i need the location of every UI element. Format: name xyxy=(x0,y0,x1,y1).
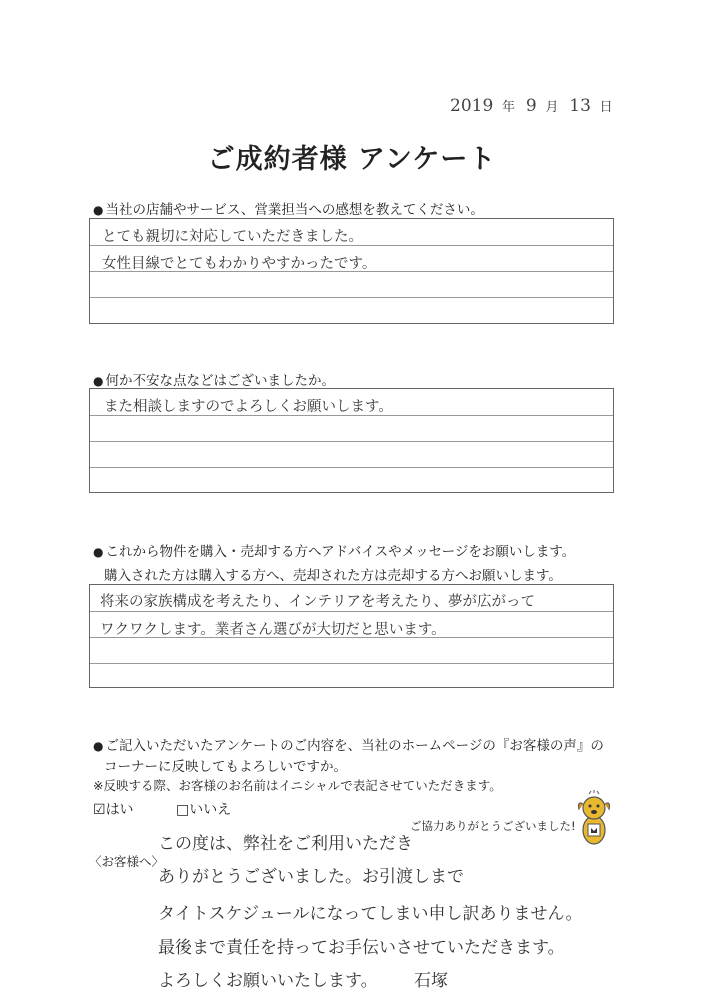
question-3 xyxy=(93,540,575,560)
answer-3-line-1: 将来の家族構成を考えたり、インテリアを考えたり、夢が広がって xyxy=(100,594,535,610)
question-1-text: 当社の店舗やサービス、営業担当への感想を教えてください。 xyxy=(105,202,484,218)
ruled-line xyxy=(90,441,613,442)
question-2 xyxy=(93,369,335,389)
message-line-4: 最後まで責任を持ってお手伝いさせていただきます。 xyxy=(158,938,565,958)
survey-date xyxy=(450,96,619,116)
dog-mascot-icon xyxy=(573,790,615,848)
answer-2-line-1: また相談しますのでよろしくお願いします。 xyxy=(104,399,393,415)
signature: 石塚 xyxy=(414,971,448,991)
question-4 xyxy=(93,734,604,754)
question-4-text: ご記入いただいたアンケートのご内容を、当社のホームページの『お客様の声』の xyxy=(105,738,604,754)
answer-box-2[interactable] xyxy=(89,388,614,493)
date-year: 2019 xyxy=(450,96,494,116)
thanks-message: ご協力ありがとうございました! xyxy=(410,819,576,833)
option-no-label: いいえ xyxy=(189,802,232,818)
date-month: 9 xyxy=(525,96,537,116)
question-2-text: 何か不安な点などはございましたか。 xyxy=(105,373,335,389)
ruled-line xyxy=(90,611,613,612)
option-yes-label: はい xyxy=(105,802,134,818)
option-yes[interactable] xyxy=(93,799,134,819)
message-line-2: ありがとうございました。お引渡しまで xyxy=(158,867,464,887)
question-3-line-2: 購入された方は購入する方へ、売却された方は売却する方へお願いします。 xyxy=(104,568,562,584)
answer-box-1[interactable] xyxy=(89,218,614,324)
answer-1-line-1: とても親切に対応していただきました。 xyxy=(102,229,363,245)
ruled-line xyxy=(90,467,613,468)
question-4-line-2: コーナーに反映してもよろしいですか。 xyxy=(104,759,347,775)
ruled-line xyxy=(90,663,613,664)
bullet-icon: ● xyxy=(93,545,104,559)
date-day-label: 日 xyxy=(599,100,613,115)
message-line-1: この度は、弊社をご利用いただき xyxy=(158,834,413,854)
message-line-5: よろしくお願いいたします。 xyxy=(158,971,378,991)
date-year-label: 年 xyxy=(502,100,516,115)
question-1 xyxy=(93,198,484,218)
bullet-icon: ● xyxy=(93,203,104,217)
question-3-text: これから物件を購入・売却する方へアドバイスやメッセージをお願いします。 xyxy=(105,544,576,560)
message-line-3: タイトスケジュールになってしまい申し訳ありません。 xyxy=(158,904,583,924)
checked-box-icon[interactable]: ☑ xyxy=(93,802,106,818)
to-customer-label: 〈お客様へ〉 xyxy=(89,854,165,869)
bullet-icon: ● xyxy=(93,739,104,753)
empty-box-icon[interactable]: □ xyxy=(176,802,190,818)
ruled-line xyxy=(90,297,613,298)
option-no[interactable] xyxy=(176,799,231,819)
date-month-label: 月 xyxy=(545,100,559,115)
publish-note: ※反映する際、お客様のお名前はイニシャルで表記させていただきます。 xyxy=(93,778,502,793)
bullet-icon: ● xyxy=(93,374,104,388)
answer-3-line-2: ワクワクします。業者さん選びが大切だと思います。 xyxy=(100,622,446,638)
date-day: 13 xyxy=(569,96,591,116)
page-title: ご成約者様 アンケート xyxy=(207,144,497,175)
answer-box-3[interactable] xyxy=(89,584,614,688)
answer-1-line-2: 女性目線でとてもわかりやすかったです。 xyxy=(102,256,377,272)
